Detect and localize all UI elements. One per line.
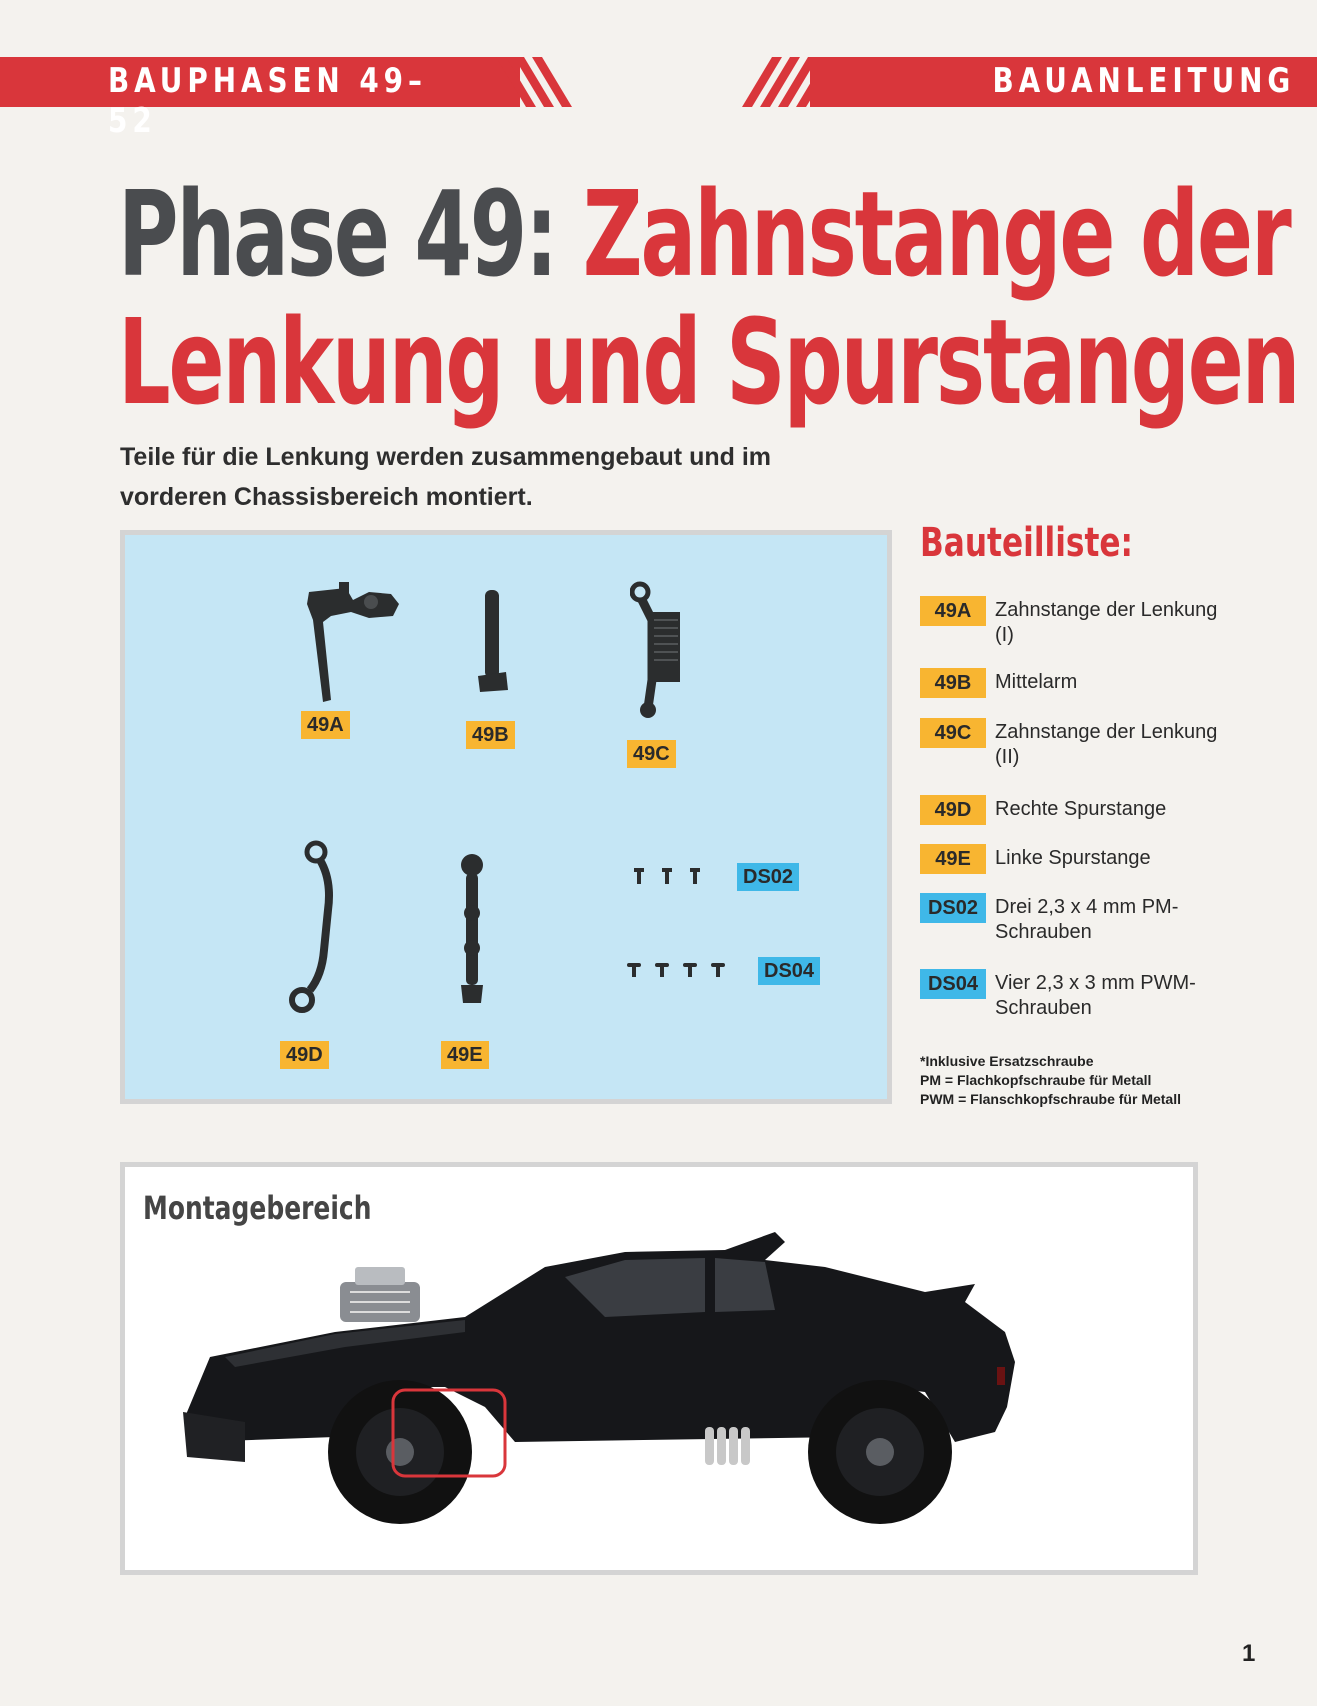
parts-list-desc: Mittelarm bbox=[995, 671, 1078, 693]
page-title bbox=[118, 165, 1299, 431]
part-49a-image bbox=[301, 582, 411, 707]
subtitle-line1: Teile für die Lenkung werden zusammengebaut und im bbox=[120, 443, 772, 471]
note-pm: PM = Flachkopfschraube für Metall bbox=[920, 1072, 1152, 1088]
part-49b-image bbox=[470, 590, 520, 695]
assembly-area-title: Montagebereich bbox=[143, 1189, 372, 1227]
title-line1: Zahnstange der bbox=[582, 165, 1290, 303]
parts-list-code: 49C bbox=[920, 718, 986, 748]
note-pwm: PWM = Flanschkopfschraube für Metall bbox=[920, 1091, 1181, 1107]
assembly-area-panel bbox=[120, 1162, 1198, 1575]
tag-49c: 49C bbox=[627, 740, 676, 768]
screws-ds04-image bbox=[625, 962, 735, 982]
parts-list-desc: Linke Spurstange bbox=[995, 847, 1151, 869]
tag-ds04: DS04 bbox=[758, 957, 820, 985]
parts-list-code: 49B bbox=[920, 668, 986, 698]
parts-list-desc: Drei 2,3 x 4 mm PM-Schrauben bbox=[995, 896, 1179, 943]
parts-list-title: Bauteilliste: bbox=[920, 520, 1134, 566]
header-banner-left bbox=[0, 57, 520, 141]
parts-list-desc: Vier 2,3 x 3 mm PWM-Schrauben bbox=[995, 972, 1196, 1019]
header-banner-right bbox=[810, 57, 1317, 107]
tag-49e: 49E bbox=[441, 1041, 489, 1069]
stripes-left-icon bbox=[496, 57, 586, 107]
tag-ds02: DS02 bbox=[737, 863, 799, 891]
parts-panel bbox=[120, 530, 892, 1104]
tag-49d: 49D bbox=[280, 1041, 329, 1069]
tag-49b: 49B bbox=[466, 721, 515, 749]
screws-ds02-image bbox=[630, 868, 710, 888]
part-49c-image bbox=[630, 580, 690, 720]
header-section-label: BAUPHASEN 49–52 bbox=[108, 61, 427, 141]
parts-list-code: DS02 bbox=[920, 893, 986, 923]
part-49e-image bbox=[447, 853, 497, 1018]
title-line2: Lenkung und Spurstangen bbox=[118, 293, 1299, 431]
part-49d-image bbox=[280, 840, 350, 1015]
tag-49a: 49A bbox=[301, 711, 350, 739]
note-spare-screw: *Inklusive Ersatzschraube bbox=[920, 1053, 1094, 1069]
parts-list-code: 49A bbox=[920, 596, 986, 626]
page-number: 1 bbox=[1242, 1640, 1256, 1667]
parts-list-code: 49D bbox=[920, 795, 986, 825]
page-subtitle bbox=[120, 437, 840, 517]
parts-list-desc: Zahnstange der Lenkung (I) bbox=[995, 599, 1218, 646]
title-phase: Phase 49: bbox=[118, 165, 583, 303]
parts-list-desc: Zahnstange der Lenkung (II) bbox=[995, 721, 1218, 768]
parts-list-desc: Rechte Spurstange bbox=[995, 798, 1167, 820]
car-image bbox=[165, 1222, 1165, 1567]
parts-list-code: 49E bbox=[920, 844, 986, 874]
header-document-label: BAUANLEITUNG bbox=[992, 61, 1295, 101]
parts-list-notes bbox=[920, 1052, 1220, 1109]
parts-list-code: DS04 bbox=[920, 969, 986, 999]
subtitle-line2: vorderen Chassisbereich montiert. bbox=[120, 483, 533, 511]
